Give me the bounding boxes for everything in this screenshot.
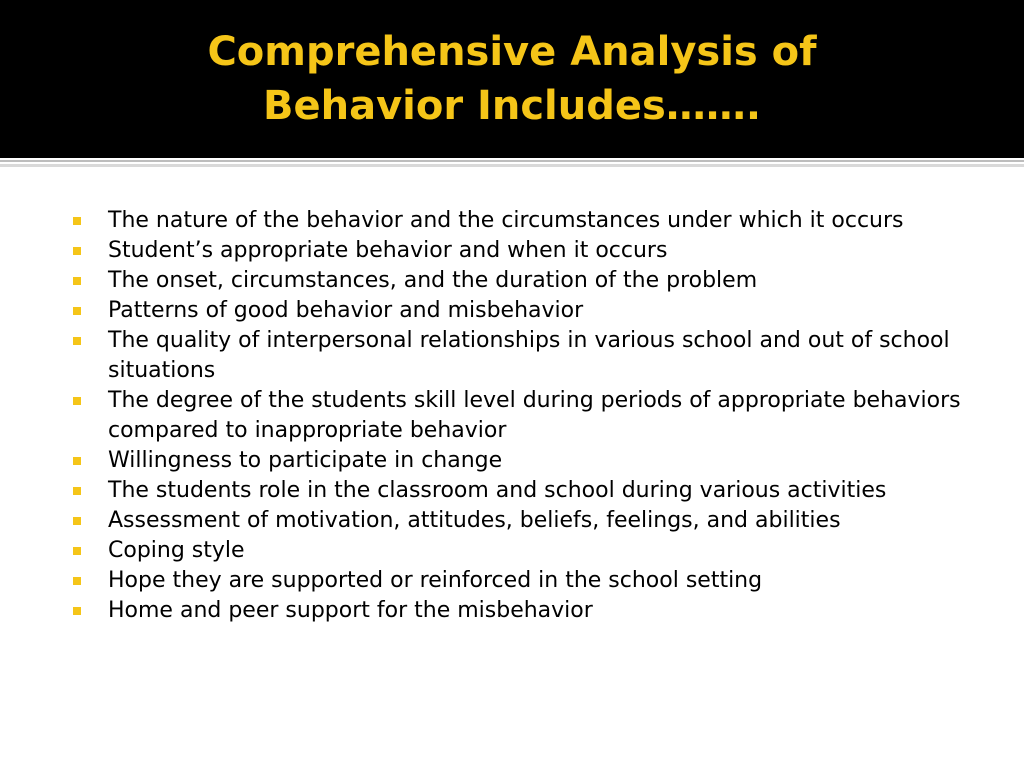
square-bullet-icon xyxy=(73,547,81,555)
bullet-item xyxy=(70,326,980,386)
title-bar xyxy=(0,0,1024,158)
title-divider xyxy=(0,160,1024,162)
slide-title-line-2: Behavior Includes……. xyxy=(262,83,762,129)
slide-title-line-1: Comprehensive Analysis of xyxy=(207,29,817,75)
bullet-text: The onset, circumstances, and the duration of the problem xyxy=(108,268,758,293)
bullet-text: Home and peer support for the misbehavior xyxy=(108,598,593,623)
bullet-item xyxy=(70,266,980,296)
square-bullet-icon xyxy=(73,217,81,225)
bullet-item xyxy=(70,596,980,626)
square-bullet-icon xyxy=(73,247,81,255)
bullet-text: The students role in the classroom and school during various activities xyxy=(108,478,887,503)
square-bullet-icon xyxy=(73,457,81,465)
bullet-text: Coping style xyxy=(108,538,245,563)
bullet-item xyxy=(70,566,980,596)
square-bullet-icon xyxy=(73,337,81,345)
bullet-item xyxy=(70,206,980,236)
bullet-item xyxy=(70,236,980,266)
square-bullet-icon xyxy=(73,277,81,285)
bullet-text: The quality of interpersonal relationships in various school and out of school situations xyxy=(108,328,950,383)
bullet-item xyxy=(70,386,980,446)
bullet-item xyxy=(70,476,980,506)
bullet-item xyxy=(70,446,980,476)
bullet-item xyxy=(70,506,980,536)
bullet-text: The nature of the behavior and the circumstances under which it occurs xyxy=(108,208,904,233)
square-bullet-icon xyxy=(73,577,81,585)
bullet-text: Hope they are supported or reinforced in the school setting xyxy=(108,568,763,593)
bullet-text: The degree of the students skill level during periods of appropriate behaviors compared to inappropriate behavior xyxy=(108,388,961,443)
title-divider-shadow xyxy=(0,164,1024,167)
square-bullet-icon xyxy=(73,517,81,525)
square-bullet-icon xyxy=(73,307,81,315)
bullet-item xyxy=(70,296,980,326)
square-bullet-icon xyxy=(73,607,81,615)
bullet-text: Assessment of motivation, attitudes, beliefs, feelings, and abilities xyxy=(108,508,841,533)
bullet-text: Willingness to participate in change xyxy=(108,448,503,473)
bullet-list xyxy=(70,206,980,626)
bullet-text: Patterns of good behavior and misbehavior xyxy=(108,298,584,323)
square-bullet-icon xyxy=(73,397,81,405)
bullet-item xyxy=(70,536,980,566)
bullet-text: Student’s appropriate behavior and when it occurs xyxy=(108,238,668,263)
square-bullet-icon xyxy=(73,487,81,495)
